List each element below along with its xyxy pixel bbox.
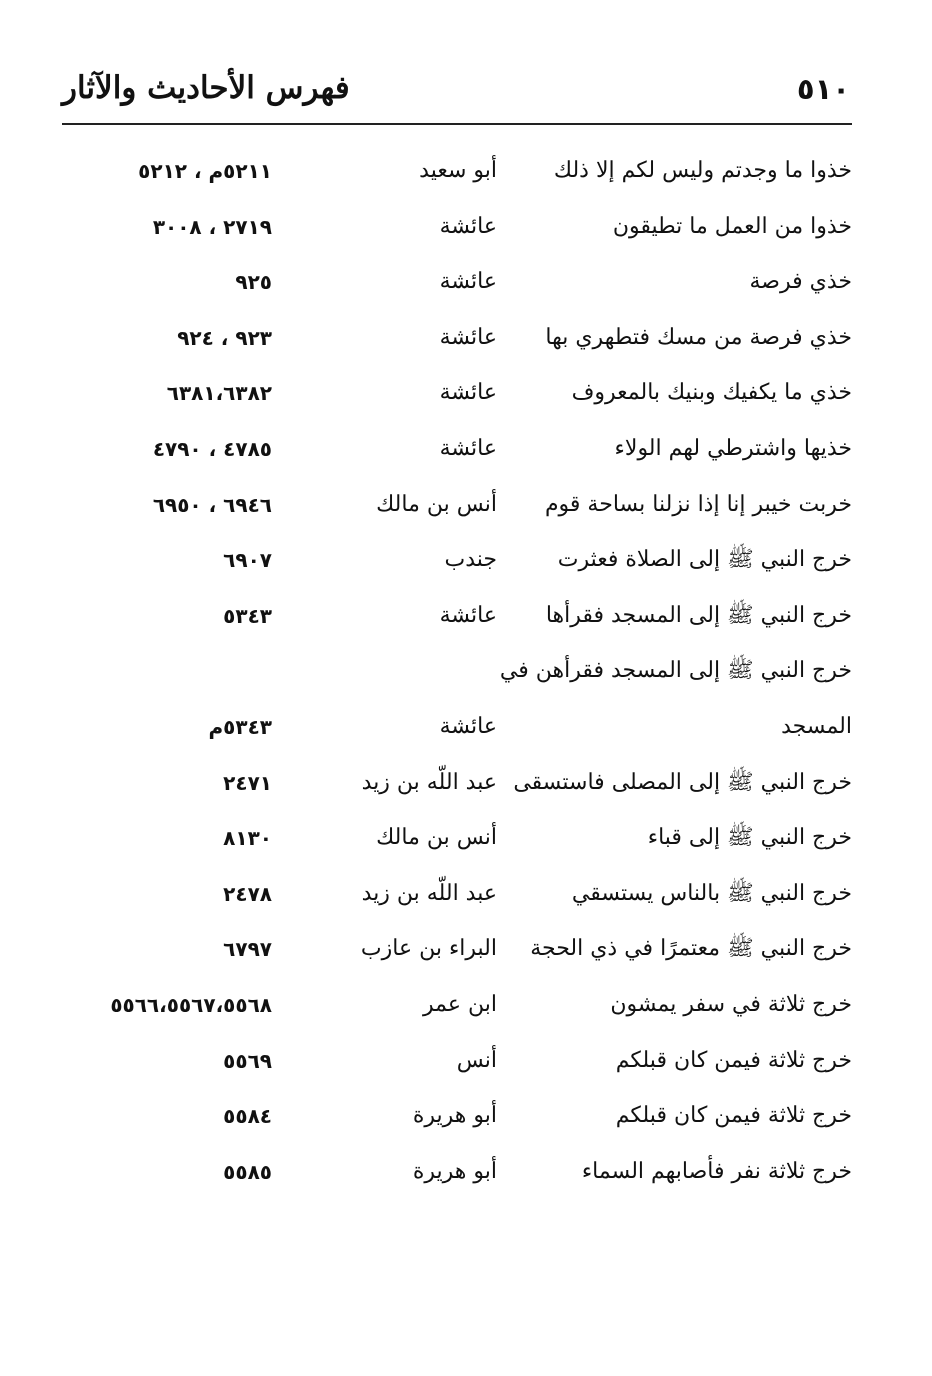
page-header bbox=[62, 70, 852, 110]
hadith-text: خرج ثلاثة نفر فأصابهم السماء bbox=[581, 1158, 852, 1184]
narrator: عبد اللّه بن زيد bbox=[361, 769, 497, 795]
hadith-text: خذي فرصة من مسك فتطهري بها bbox=[545, 324, 852, 350]
hadith-text: خذي ما يكفيك وبنيك بالمعروف bbox=[571, 380, 852, 406]
list-item bbox=[62, 257, 852, 313]
hadith-text: خرج النبي ﷺ معتمرًا في ذي الحجة bbox=[530, 936, 852, 962]
hadith-text: خرج النبي ﷺ بالناس يستسقي bbox=[571, 880, 852, 906]
list-item bbox=[62, 591, 852, 647]
reference-numbers: ٥٥٦٩ bbox=[223, 1048, 272, 1073]
list-item bbox=[62, 813, 852, 869]
reference-numbers: ٦٣٨١،٦٣٨٢ bbox=[166, 381, 272, 406]
narrator: عائشة bbox=[439, 602, 497, 628]
list-item bbox=[62, 535, 852, 591]
list-item bbox=[62, 1147, 852, 1203]
hadith-text: خذيها واشترطي لهم الولاء bbox=[614, 435, 852, 461]
list-item bbox=[62, 368, 852, 424]
hadith-text: خرج النبي ﷺ إلى المسجد فقرأهن في bbox=[499, 658, 852, 684]
reference-numbers: ٢٧١٩ ، ٣٠٠٨ bbox=[152, 214, 272, 239]
hadith-text: المسجد bbox=[781, 713, 852, 739]
narrator: البراء بن عازب bbox=[360, 936, 497, 962]
hadith-text: خرج النبي ﷺ إلى قباء bbox=[647, 825, 852, 851]
reference-numbers: ٥٥٦٦،٥٥٦٧،٥٥٦٨ bbox=[110, 992, 272, 1017]
hadith-text: خربت خيبر إنا إذا نزلنا بساحة قوم bbox=[544, 491, 852, 517]
narrator: أنس بن مالك bbox=[376, 491, 497, 517]
narrator: أنس bbox=[456, 1047, 497, 1073]
narrator: ابن عمر bbox=[423, 991, 497, 1017]
narrator: أنس بن مالك bbox=[376, 825, 497, 851]
narrator: عبد اللّه بن زيد bbox=[361, 880, 497, 906]
hadith-text: خذوا ما وجدتم وليس لكم إلا ذلك bbox=[553, 158, 852, 183]
reference-numbers: ٥٥٨٤ bbox=[223, 1104, 272, 1129]
narrator: أبو هريرة bbox=[412, 1103, 497, 1129]
list-item bbox=[62, 1091, 852, 1147]
reference-numbers: ٦٧٩٧ bbox=[223, 937, 272, 962]
reference-numbers: ٥٢١١م ، ٥٢١٢ bbox=[138, 159, 272, 183]
list-item bbox=[62, 424, 852, 480]
reference-numbers: ٩٢٥ bbox=[235, 270, 272, 295]
list-item bbox=[62, 1036, 852, 1092]
reference-numbers: ٤٧٨٥ ، ٤٧٩٠ bbox=[152, 436, 272, 461]
narrator: جندب bbox=[444, 547, 497, 573]
narrator: عائشة bbox=[439, 269, 497, 295]
narrator: عائشة bbox=[439, 213, 497, 239]
hadith-text: خرج النبي ﷺ إلى الصلاة فعثرت bbox=[557, 547, 852, 573]
narrator: عائشة bbox=[439, 713, 497, 739]
hadith-text: خرج النبي ﷺ إلى المسجد فقرأها bbox=[545, 602, 852, 628]
narrator: عائشة bbox=[439, 324, 497, 350]
reference-numbers: ٦٩٤٦ ، ٦٩٥٠ bbox=[152, 492, 272, 517]
list-item bbox=[62, 480, 852, 536]
reference-numbers: ٥٥٨٥ bbox=[223, 1159, 272, 1184]
page-number: ٥١٠ bbox=[796, 72, 850, 106]
hadith-index-list bbox=[62, 146, 852, 1202]
list-item bbox=[62, 869, 852, 925]
reference-numbers: ٨١٣٠ bbox=[223, 826, 272, 851]
running-title: فهرس الأحاديث والآثار bbox=[62, 70, 350, 106]
narrator: عائشة bbox=[439, 435, 497, 461]
narrator: أبو هريرة bbox=[412, 1158, 497, 1184]
narrator: عائشة bbox=[439, 380, 497, 406]
header-rule bbox=[62, 123, 852, 125]
hadith-text: خذوا من العمل ما تطيقون bbox=[612, 213, 852, 239]
list-item bbox=[62, 924, 852, 980]
reference-numbers: ٦٩٠٧ bbox=[223, 548, 272, 573]
hadith-text: خرج النبي ﷺ إلى المصلى فاستسقى bbox=[513, 769, 852, 795]
list-item bbox=[62, 146, 852, 202]
reference-numbers: ٢٤٧٨ bbox=[223, 881, 272, 906]
list-item bbox=[62, 646, 852, 702]
narrator: أبو سعيد bbox=[419, 158, 497, 183]
list-item bbox=[62, 980, 852, 1036]
list-item bbox=[62, 758, 852, 814]
list-item bbox=[62, 702, 852, 758]
hadith-text: خرج ثلاثة في سفر يمشون bbox=[610, 991, 852, 1017]
reference-numbers: ٥٣٤٣ bbox=[223, 603, 272, 628]
list-item bbox=[62, 313, 852, 369]
reference-numbers: ٩٢٣ ، ٩٢٤ bbox=[177, 325, 272, 350]
hadith-text: خذي فرصة bbox=[749, 269, 852, 295]
reference-numbers: ٥٣٤٣م bbox=[208, 714, 272, 739]
hadith-text: خرج ثلاثة فيمن كان قبلكم bbox=[615, 1047, 852, 1073]
hadith-text: خرج ثلاثة فيمن كان قبلكم bbox=[615, 1103, 852, 1129]
reference-numbers: ٢٤٧١ bbox=[223, 770, 272, 795]
list-item bbox=[62, 202, 852, 258]
